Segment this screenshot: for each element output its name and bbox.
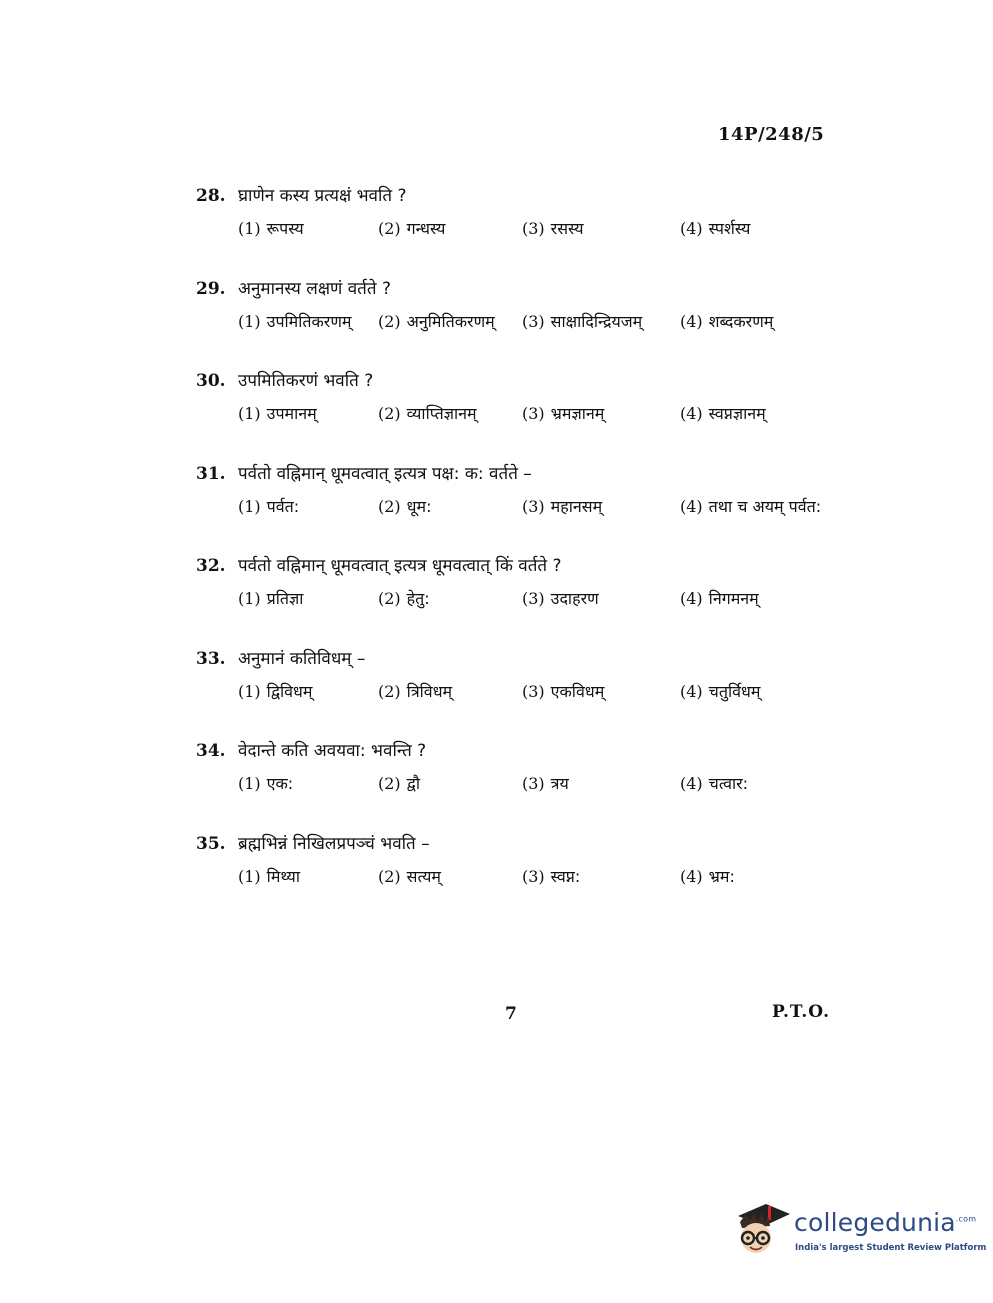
option-text: स्वप्न: xyxy=(550,867,581,886)
option-1[interactable] xyxy=(238,495,299,517)
option-number: (2) xyxy=(378,589,401,608)
option-4[interactable] xyxy=(680,772,748,794)
question-number: 33. xyxy=(196,649,226,669)
question-text: ब्रह्मभिन्नं निखिलप्रपञ्चं भवति – xyxy=(238,834,430,854)
option-4[interactable] xyxy=(680,495,821,517)
question-35 xyxy=(196,831,836,895)
option-text: एक: xyxy=(266,774,294,793)
option-number: (3) xyxy=(522,404,545,423)
question-number: 29. xyxy=(196,279,226,299)
question-text: अनुमानं कतिविधम् – xyxy=(238,649,366,669)
option-text: धूम: xyxy=(406,497,432,516)
option-1[interactable] xyxy=(238,865,300,887)
collegedunia-watermark[interactable] xyxy=(732,1196,987,1266)
option-text: हेतु: xyxy=(406,589,430,608)
option-text: महानसम् xyxy=(550,497,603,516)
option-number: (4) xyxy=(680,219,703,238)
question-34 xyxy=(196,738,836,802)
option-text: रूपस्य xyxy=(266,219,304,238)
option-3[interactable] xyxy=(522,680,604,702)
question-number: 31. xyxy=(196,464,226,484)
option-2[interactable] xyxy=(378,217,445,239)
option-number: (1) xyxy=(238,774,261,793)
option-text: रसस्य xyxy=(550,219,584,238)
question-33 xyxy=(196,646,836,710)
option-2[interactable] xyxy=(378,310,495,332)
question-30 xyxy=(196,368,836,432)
option-number: (3) xyxy=(522,219,545,238)
option-number: (2) xyxy=(378,219,401,238)
option-number: (1) xyxy=(238,219,261,238)
option-text: त्रय xyxy=(550,774,569,793)
option-text: सत्यम् xyxy=(406,867,441,886)
option-number: (2) xyxy=(378,774,401,793)
options-row xyxy=(238,680,836,710)
option-3[interactable] xyxy=(522,217,584,239)
brand-name xyxy=(794,1208,976,1237)
options-row xyxy=(238,495,836,525)
option-text: उदाहरण xyxy=(550,589,599,608)
option-number: (2) xyxy=(378,682,401,701)
question-number: 30. xyxy=(196,371,226,391)
option-1[interactable] xyxy=(238,772,293,794)
option-3[interactable] xyxy=(522,772,569,794)
brand-domain-suffix: .com xyxy=(955,1214,977,1224)
option-text: पर्वत: xyxy=(266,497,300,516)
brand-name-text: collegedunia xyxy=(794,1208,956,1237)
option-4[interactable] xyxy=(680,587,759,609)
options-row xyxy=(238,772,836,802)
option-number: (3) xyxy=(522,867,545,886)
option-text: स्वप्नज्ञानम् xyxy=(708,404,766,423)
option-text: भ्रमज्ञानम् xyxy=(550,404,605,423)
question-text: वेदान्ते कति अवयवा: भवन्ति ? xyxy=(238,741,427,761)
question-28 xyxy=(196,183,836,247)
option-3[interactable] xyxy=(522,402,604,424)
question-number: 32. xyxy=(196,556,226,576)
option-number: (3) xyxy=(522,497,545,516)
option-1[interactable] xyxy=(238,680,312,702)
option-4[interactable] xyxy=(680,865,735,887)
option-4[interactable] xyxy=(680,680,760,702)
option-text: उपमितिकरणम् xyxy=(266,312,352,331)
question-text: अनुमानस्य लक्षणं वर्तते ? xyxy=(238,279,391,299)
option-4[interactable] xyxy=(680,402,766,424)
option-text: उपमानम् xyxy=(266,404,317,423)
option-text: गन्धस्य xyxy=(406,219,446,238)
option-2[interactable] xyxy=(378,772,420,794)
option-1[interactable] xyxy=(238,587,303,609)
option-number: (4) xyxy=(680,497,703,516)
option-text: साक्षादिन्द्रियजम् xyxy=(550,312,643,331)
option-number: (4) xyxy=(680,774,703,793)
option-number: (2) xyxy=(378,404,401,423)
option-number: (4) xyxy=(680,312,703,331)
option-number: (2) xyxy=(378,497,401,516)
please-turn-over: P.T.O. xyxy=(772,1002,830,1022)
option-text: प्रतिज्ञा xyxy=(266,589,304,608)
question-32 xyxy=(196,553,836,617)
option-text: भ्रम: xyxy=(708,867,735,886)
option-number: (1) xyxy=(238,867,261,886)
option-text: चत्वार: xyxy=(708,774,749,793)
option-text: चतुर्विधम् xyxy=(708,682,761,701)
option-2[interactable] xyxy=(378,865,441,887)
options-row xyxy=(238,587,836,617)
option-text: तथा च अयम् पर्वत: xyxy=(708,497,822,516)
option-text: द्वौ xyxy=(406,774,421,793)
question-text: पर्वतो वह्निमान् धूमवत्वात् इत्यत्र पक्ष: क: वर्तते – xyxy=(238,464,532,484)
option-text: मिथ्या xyxy=(266,867,300,886)
options-row xyxy=(238,310,836,340)
question-text: पर्वतो वह्निमान् धूमवत्वात् इत्यत्र धूमवत्वात् किं वर्तते ? xyxy=(238,556,562,576)
option-text: द्विविधम् xyxy=(266,682,313,701)
brand-tagline: India's largest Student Review Platform xyxy=(795,1243,987,1253)
option-1[interactable] xyxy=(238,402,317,424)
options-row xyxy=(238,217,836,247)
question-text: घ्राणेन कस्य प्रत्यक्षं भवति ? xyxy=(238,186,407,206)
option-2[interactable] xyxy=(378,680,452,702)
option-number: (4) xyxy=(680,867,703,886)
option-3[interactable] xyxy=(522,865,580,887)
option-1[interactable] xyxy=(238,310,351,332)
option-number: (3) xyxy=(522,589,545,608)
option-number: (2) xyxy=(378,312,401,331)
question-number: 34. xyxy=(196,741,226,761)
paper-code: 14P/248/5 xyxy=(718,124,825,145)
option-number: (1) xyxy=(238,312,261,331)
option-3[interactable] xyxy=(522,495,602,517)
option-1[interactable] xyxy=(238,217,304,239)
option-number: (2) xyxy=(378,867,401,886)
option-text: त्रिविधम् xyxy=(406,682,453,701)
option-text: व्याप्तिज्ञानम् xyxy=(406,404,477,423)
question-31 xyxy=(196,461,836,525)
option-number: (3) xyxy=(522,682,545,701)
option-number: (1) xyxy=(238,682,261,701)
question-number: 35. xyxy=(196,834,226,854)
option-number: (4) xyxy=(680,682,703,701)
mascot-logo-icon xyxy=(732,1196,792,1266)
option-text: स्पर्शस्य xyxy=(708,219,751,238)
option-number: (3) xyxy=(522,312,545,331)
option-number: (1) xyxy=(238,404,261,423)
option-number: (1) xyxy=(238,497,261,516)
option-number: (4) xyxy=(680,404,703,423)
option-number: (1) xyxy=(238,589,261,608)
options-row xyxy=(238,865,836,895)
question-29 xyxy=(196,276,836,340)
question-text: उपमितिकरणं भवति ? xyxy=(238,371,374,391)
option-2[interactable] xyxy=(378,495,431,517)
option-number: (4) xyxy=(680,589,703,608)
option-text: निगमनम् xyxy=(708,589,759,608)
question-number: 28. xyxy=(196,186,226,206)
option-3[interactable] xyxy=(522,310,642,332)
option-4[interactable] xyxy=(680,310,773,332)
option-3[interactable] xyxy=(522,587,599,609)
option-2[interactable] xyxy=(378,402,477,424)
page-number: 7 xyxy=(505,1004,517,1024)
option-text: एकविधम् xyxy=(550,682,605,701)
option-text: अनुमितिकरणम् xyxy=(406,312,495,331)
option-4[interactable] xyxy=(680,217,750,239)
option-text: शब्दकरणम् xyxy=(708,312,774,331)
option-number: (3) xyxy=(522,774,545,793)
option-2[interactable] xyxy=(378,587,430,609)
options-row xyxy=(238,402,836,432)
